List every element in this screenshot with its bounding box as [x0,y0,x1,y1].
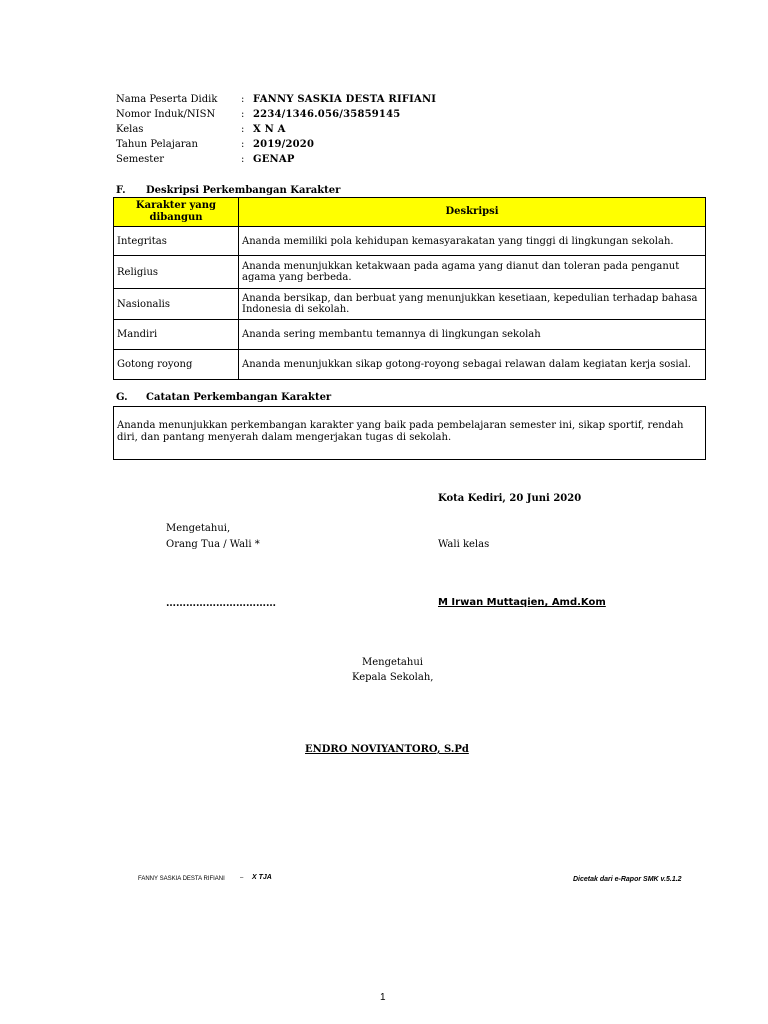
identity-value: GENAP [253,154,295,165]
karakter-cell: Mandiri [114,320,239,350]
karakter-cell: Religius [114,256,239,289]
mengetahui2-label: Mengetahui [362,657,423,668]
deskripsi-cell: Ananda sering membantu temannya di lingkungan sekolah [239,320,706,350]
character-note-box [113,406,706,460]
section-letter: G. [116,392,128,403]
karakter-cell: Integritas [114,227,239,256]
identity-colon: : [241,94,245,105]
identity-row-kelas [116,122,436,137]
identity-colon: : [241,109,245,120]
section-title: Catatan Perkembangan Karakter [146,392,332,403]
character-note: Ananda menunjukkan perkembangan karakter yang baik pada pembelajaran semester ini, sikap sportif, rendah diri, dan pantang menyerah dalam mengerjakan tugas di sekolah. [117,420,684,443]
deskripsi-cell: Ananda memiliki pola kehidupan kemasyarakatan yang tinggi di lingkungan sekolah. [239,227,706,256]
table-row [114,320,706,350]
identity-value: X N A [253,124,286,135]
identity-label: Kelas [116,124,144,135]
section-title: Deskripsi Perkembangan Karakter [146,185,341,196]
kepala-sekolah-label: Kepala Sekolah, [352,672,434,683]
column-header-deskripsi: Deskripsi [239,198,706,227]
section-g-heading [116,392,331,403]
footer-class: X TJA [252,874,272,881]
identity-row-name [116,92,436,107]
mengetahui-label: Mengetahui, [166,523,231,534]
deskripsi-cell: Ananda menunjukkan sikap gotong-royong sebagai relawan dalam kegiatan kerja sosial. [239,350,706,380]
deskripsi-cell: Ananda bersikap, dan berbuat yang menunjukkan kesetiaan, kepedulian terhadap bahasa Indonesia di sekolah. [239,289,706,320]
karakter-cell: Nasionalis [114,289,239,320]
footer-printed-by: Dicetak dari e-Rapor SMK v.5.1.2 [573,876,682,883]
wali-kelas-label: Wali kelas [438,539,490,550]
deskripsi-cell: Ananda menunjukkan ketakwaan pada agama yang dianut dan toleran pada penganut agama yang berbeda. [239,256,706,289]
identity-value: FANNY SASKIA DESTA RIFIANI [253,94,437,105]
section-letter: F. [116,185,126,196]
identity-colon: : [241,154,245,165]
identity-label: Tahun Pelajaran [116,139,198,150]
identity-value: 2234/1346.056/35859145 [253,109,401,120]
orang-tua-label: Orang Tua / Wali * [166,539,260,550]
table-row [114,227,706,256]
table-row [114,256,706,289]
character-table [113,197,706,380]
identity-label: Semester [116,154,165,165]
identity-label: Nomor Induk/NISN [116,109,216,120]
identity-row-nisn [116,107,436,122]
column-header-karakter: Karakter yang dibangun [114,198,239,227]
table-row [114,350,706,380]
student-identity [116,92,436,167]
identity-value: 2019/2020 [253,139,315,150]
identity-colon: : [241,139,245,150]
identity-row-tahun [116,137,436,152]
place-date: Kota Kediri, 20 Juni 2020 [438,493,582,504]
orang-tua-signature-line: …………………………… [166,598,276,609]
table-row [114,289,706,320]
kepala-sekolah-name: ENDRO NOVIYANTORO, S.Pd [305,744,469,755]
identity-colon: : [241,124,245,135]
footer-student-name: FANNY SASKIA DESTA RIFIANI [138,876,225,882]
identity-row-semester [116,152,436,167]
section-f-heading [116,185,340,196]
karakter-cell: Gotong royong [114,350,239,380]
identity-label: Nama Peserta Didik [116,94,218,105]
page-number: 1 [380,992,386,1003]
table-header-row [114,198,706,227]
wali-kelas-name: M Irwan Muttaqien, Amd.Kom [438,597,606,608]
footer-dash: – [240,875,244,881]
